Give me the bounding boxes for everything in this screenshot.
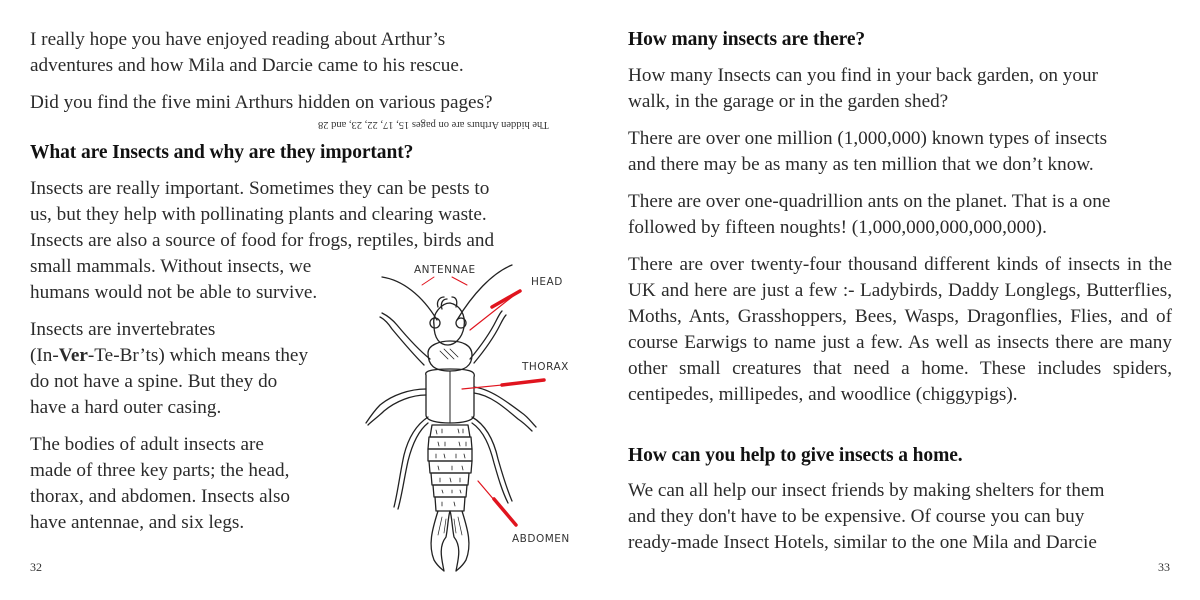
intro-line-1: I really hope you have enjoyed reading about Arthur’s	[30, 29, 446, 50]
importance-line-5: humans would not be able to survive.	[30, 282, 318, 303]
p5-line-1: We can all help our insect friends by making shelters for them	[628, 480, 1105, 501]
p2-line-2: and there may be as many as ten million that we don’t know.	[628, 154, 1094, 175]
label-head: HEAD	[531, 276, 563, 288]
importance-line-4: small mammals. Without insects, we	[30, 256, 312, 277]
p1-line-2: walk, in the garage or in the garden shed?	[628, 91, 949, 112]
label-antennae: ANTENNAE	[414, 264, 476, 276]
bodies-line-1: The bodies of adult insects are	[30, 434, 264, 455]
pronunciation-stress: Ver	[58, 345, 88, 366]
section-heading-how-many: How many insects are there?	[628, 29, 866, 50]
p3-line-1: There are over one-quadrillion ants on the planet. That is a one	[628, 191, 1111, 212]
label-abdomen: ABDOMEN	[512, 533, 570, 545]
importance-line-3: Insects are also a source of food for frogs, reptiles, birds and	[30, 230, 495, 251]
p2-line-1: There are over one million (1,000,000) known types of insects	[628, 128, 1108, 149]
invertebrates-line-1: Insects are invertebrates	[30, 319, 216, 340]
invertebrates-line-2	[30, 343, 308, 369]
intro-line-2: adventures and how Mila and Darcie came to his rescue.	[30, 55, 464, 76]
p4-uk-insects: There are over twenty-four thousand different kinds of insects in the UK and here are just a few :- Ladybirds, Daddy Longlegs, Butterflies, Moths, Ants, Grasshoppers, Bees, Wasps, Dragonflies, Flies, and of course Earwigs to name just a few. As well as insects there are many other small creatures that need a home. These includes spiders, centipedes, millipedes, and woodlice (chiggypigs).	[628, 254, 1172, 405]
invertebrates-line-4: have a hard outer casing.	[30, 397, 222, 418]
page-number-right: 33	[1158, 560, 1170, 574]
p1-line-1: How many Insects can you find in your back garden, on your	[628, 65, 1098, 86]
insect-diagram	[362, 255, 592, 575]
section-heading-insects-importance: What are Insects and why are they important?	[30, 142, 414, 163]
bodies-line-3: thorax, and abdomen. Insects also	[30, 486, 291, 507]
page-number-left: 32	[30, 560, 42, 574]
section-heading-help-home: How can you help to give insects a home.	[628, 445, 963, 466]
right-page	[600, 0, 1200, 600]
invertebrates-line-3: do not have a spine. But they do	[30, 371, 278, 392]
bodies-line-2: made of three key parts; the head,	[30, 460, 290, 481]
label-thorax: THORAX	[522, 361, 569, 373]
importance-line-1: Insects are really important. Sometimes they can be pests to	[30, 178, 490, 199]
pronunciation-suffix: -Te-Br’ts) which means they	[87, 345, 309, 366]
earwig-illustration-icon	[362, 255, 592, 575]
importance-line-2: us, but they help with pollinating plants and clearing waste.	[30, 204, 487, 225]
p3-line-2: followed by fifteen noughts! (1,000,000,000,000,000).	[628, 217, 1047, 238]
p5-line-2: and they don't have to be expensive. Of course you can buy	[628, 506, 1085, 527]
pronunciation-prefix: (In-	[30, 345, 59, 366]
hidden-arthurs-question: Did you find the five mini Arthurs hidden on various pages?	[30, 92, 493, 113]
p5-line-3: ready-made Insect Hotels, similar to the one Mila and Darcie	[628, 532, 1097, 553]
bodies-line-4: have antennae, and six legs.	[30, 512, 245, 533]
upside-down-answer: The hidden Arthurs are on pages 15, 17, 22, 23, and 28	[318, 119, 549, 130]
